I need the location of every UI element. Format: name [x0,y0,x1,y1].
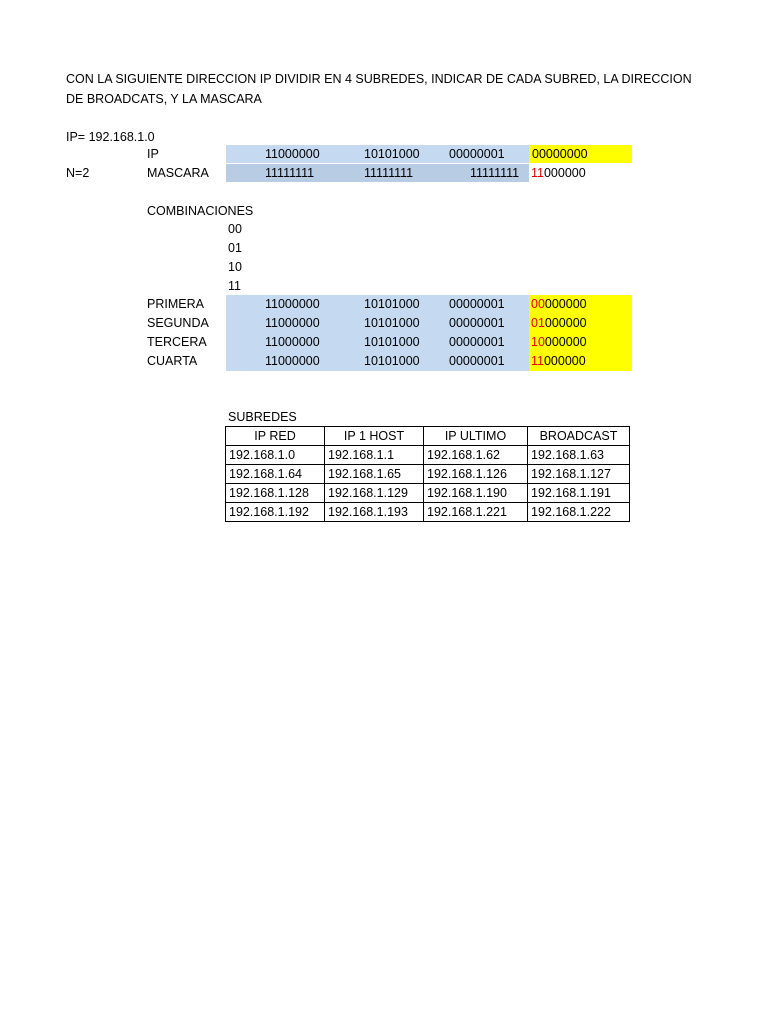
table-cell: 192.168.1.126 [424,465,528,484]
subnet-bin-octet-1: 11000000 [265,297,320,311]
ip-address-line: IP= 192.168.1.0 [66,130,155,144]
n-label: N=2 [66,166,90,180]
ip-octet-4: 00000000 [532,147,588,161]
heading-line-2: DE BROADCATS, Y LA MASCARA [66,92,262,106]
ip-row-label: IP [147,147,159,161]
mask-octet-1: 11111111 [265,166,315,180]
mask-octet-3: 11111111 [470,166,520,180]
subnet-bin-octet-2: 10101000 [364,354,420,368]
subnet-bits: 11 [531,354,544,368]
subnet-bin-octet-3: 00000001 [449,316,505,330]
table-row [226,503,630,522]
mask-subnet-bits: 11 [531,166,544,180]
column-header: BROADCAST [528,427,630,446]
mask-row-label: MASCARA [147,166,209,180]
column-header: IP ULTIMO [424,427,528,446]
subnet-bits: 10 [531,335,545,349]
subredes-title: SUBREDES [228,410,297,424]
subredes-table [225,426,630,522]
subnet-bin-octet-3: 00000001 [449,354,505,368]
mask-octet-2: 11111111 [364,166,414,180]
subnet-bin-octet-1: 11000000 [265,335,320,349]
subnet-bin-octet-4 [531,352,586,370]
host-bits: 000000 [544,316,587,330]
table-cell: 192.168.1.127 [528,465,630,484]
subnet-bin-octet-2: 10101000 [364,297,420,311]
table-cell: 192.168.1.62 [424,446,528,465]
mask-octet-4 [531,164,586,182]
combinaciones-label: COMBINACIONES [147,204,254,218]
table-cell: 192.168.1.65 [325,465,424,484]
table-row [226,465,630,484]
table-cell: 192.168.1.192 [226,503,325,522]
mask-host-bits: 000000 [543,166,586,180]
ip-octet-1: 11000000 [265,147,320,161]
subnet-bin-octet-3: 00000001 [449,335,505,349]
host-bits: 000000 [543,354,586,368]
ip-octet-2: 10101000 [364,147,420,161]
table-row [226,484,630,503]
subnet-bin-octet-3: 00000001 [449,297,505,311]
table-cell: 192.168.1.63 [528,446,630,465]
table-cell: 192.168.1.1 [325,446,424,465]
table-cell: 192.168.1.128 [226,484,325,503]
table-cell: 192.168.1.190 [424,484,528,503]
subnet-bin-octet-4 [531,314,587,332]
table-cell: 192.168.1.0 [226,446,325,465]
subnet-bin-octet-2: 10101000 [364,335,420,349]
subnet-bits: 01 [531,316,545,330]
combinacion-item: 11 [228,279,241,293]
column-header: IP 1 HOST [325,427,424,446]
combinacion-item: 01 [228,241,242,255]
subnet-bin-octet-4 [531,333,587,351]
combinacion-item: 10 [228,260,242,274]
subnet-bin-octet-2: 10101000 [364,316,420,330]
table-cell: 192.168.1.129 [325,484,424,503]
subnet-bits: 00 [531,297,545,311]
subnet-bin-label: PRIMERA [147,297,204,311]
ip-octet-3: 00000001 [449,147,505,161]
host-bits: 000000 [544,335,587,349]
combinacion-item: 00 [228,222,242,236]
heading-line-1: CON LA SIGUIENTE DIRECCION IP DIVIDIR EN 4 SUBREDES, INDICAR DE CADA SUBRED, LA DIRECCION [66,72,692,86]
table-row [226,446,630,465]
host-bits: 000000 [544,297,587,311]
subnet-bin-octet-4 [531,295,587,313]
table-cell: 192.168.1.222 [528,503,630,522]
table-cell: 192.168.1.193 [325,503,424,522]
subnet-bin-label: SEGUNDA [147,316,209,330]
table-cell: 192.168.1.64 [226,465,325,484]
table-cell: 192.168.1.221 [424,503,528,522]
subnet-bin-label: TERCERA [147,335,207,349]
subnet-bin-octet-1: 11000000 [265,354,320,368]
table-cell: 192.168.1.191 [528,484,630,503]
subnet-bin-octet-1: 11000000 [265,316,320,330]
table-header-row [226,427,630,446]
subnet-bin-label: CUARTA [147,354,198,368]
column-header: IP RED [226,427,325,446]
